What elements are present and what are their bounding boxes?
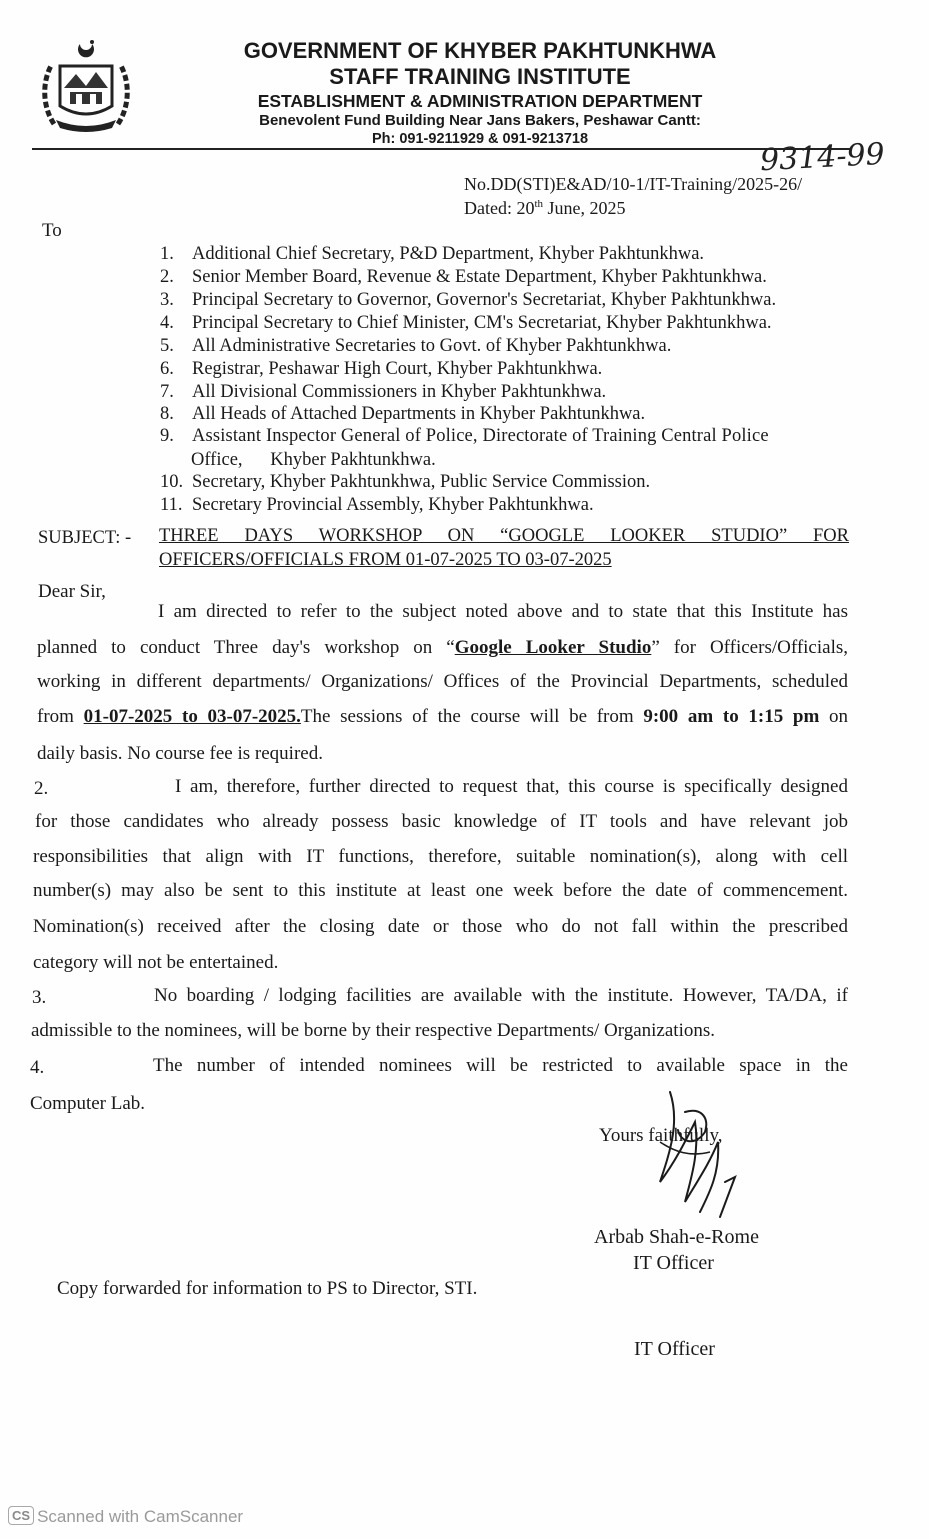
paragraph-1-line (37, 637, 848, 659)
subject-line-2: OFFICERS/OFFICIALS FROM 01-07-2025 TO 03-07-2025 (159, 550, 612, 570)
institute-heading: STAFF TRAINING INSTITUTE (329, 64, 631, 89)
department-heading: ESTABLISHMENT & ADMINISTRATION DEPARTMENT (257, 91, 703, 111)
subject-label: SUBJECT: - (38, 528, 132, 548)
recipient-number: 3. (160, 290, 174, 310)
paragraph-1-line: daily basis. No course fee is required. (37, 743, 323, 764)
signature (640, 1082, 750, 1232)
session-timing: 9:00 am to 1:15 pm (643, 706, 820, 727)
paragraph-4-line: The number of intended nominees will be restricted to available space in the (153, 1055, 848, 1076)
paragraph-1-line: working in different departments/ Organizations/ Offices of the Provincial Departments, scheduled (37, 671, 848, 692)
kp-emblem-logo (40, 36, 132, 134)
paragraph-2-line: responsibilities that align with IT functions, therefore, suitable nomination(s), along with cell (33, 846, 848, 867)
paragraph-2-number: 2. (34, 778, 49, 799)
recipient-number: 8. (160, 404, 174, 424)
recipient-item-continuation (191, 450, 436, 471)
handwritten-dispatch-number: 9314-99 (759, 136, 886, 179)
recipient-item (160, 359, 602, 380)
text-span: on (819, 706, 849, 727)
paragraph-3-line: No boarding / lodging facilities are available with the institute. However, TA/DA, if (154, 985, 848, 1006)
recipient-text: Registrar, Peshawar High Court, Khyber Pakhtunkhwa. (192, 359, 603, 379)
dated-prefix: Dated: 20 (464, 198, 535, 218)
recipient-item (160, 382, 606, 403)
recipient-number: 4. (160, 313, 174, 333)
recipient-item (160, 404, 645, 425)
recipient-item (160, 495, 594, 516)
recipient-text: All Administrative Secretaries to Govt. of Khyber Pakhtunkhwa. (192, 336, 672, 356)
recipient-item (160, 290, 776, 311)
recipient-text: Principal Secretary to Chief Minister, CM's Secretariat, Khyber Pakhtunkhwa. (192, 313, 772, 333)
recipient-text: Assistant Inspector General of Police, Directorate of Training Central Police (192, 426, 769, 446)
recipient-text: Additional Chief Secretary, P&D Department, Khyber Pakhtunkhwa. (192, 244, 705, 264)
recipient-text: Senior Member Board, Revenue & Estate Department, Khyber Pakhtunkhwa. (192, 267, 767, 287)
paragraph-4-number: 4. (30, 1057, 45, 1078)
recipient-number: 1. (160, 244, 174, 264)
header-divider (32, 148, 850, 150)
camscanner-watermark (8, 1506, 243, 1527)
recipient-number: 11. (160, 495, 183, 515)
recipient-item (160, 472, 650, 493)
recipient-item (160, 267, 767, 288)
recipient-item (160, 426, 850, 447)
address-line: Benevolent Fund Building Near Jans Bakers, Peshawar Cantt: (259, 112, 701, 129)
recipient-number: 9. (160, 426, 174, 446)
recipient-number: 10. (160, 472, 184, 492)
paragraph-1-line: I am directed to refer to the subject noted above and to state that this Institute has (158, 601, 848, 622)
subject-line-1: THREE DAYS WORKSHOP ON “GOOGLE LOOKER STUDIO” FOR (159, 526, 849, 546)
paragraph-3-line: admissible to the nominees, will be borne by their respective Departments/ Organizations. (31, 1020, 715, 1041)
paragraph-2-line: number(s) may also be sent to this institute at least one week before the date of commencement. (33, 880, 848, 901)
text-span: ” for Officers/Officials, (651, 637, 848, 658)
reference-number (464, 174, 802, 195)
reference-number-text: No.DD(STI)E&AD/10-1/IT-Training/2025-26/ (464, 174, 803, 194)
signatory-title: IT Officer (633, 1252, 714, 1274)
phone-line: Ph: 091-9211929 & 091-9213718 (371, 131, 589, 147)
recipient-number: 2. (160, 267, 174, 287)
recipient-text: Secretary, Khyber Pakhtunkhwa, Public Service Commission. (192, 472, 651, 492)
paragraph-4-line: Computer Lab. (30, 1093, 146, 1114)
dated-line (464, 198, 626, 219)
text-span: from (37, 706, 84, 727)
workshop-dates: 01-07-2025 to 03-07-2025. (83, 706, 301, 727)
recipient-text: Principal Secretary to Governor, Governor's Secretariat, Khyber Pakhtunkhwa. (192, 290, 777, 310)
recipient-number: 6. (160, 359, 174, 379)
copy-forwarded: Copy forwarded for information to PS to Director, STI. (57, 1278, 478, 1299)
workshop-name: Google Looker Studio (454, 637, 652, 658)
salutation: Dear Sir, (38, 581, 106, 602)
recipient-item (160, 244, 704, 265)
paragraph-1-line (37, 706, 848, 728)
paragraph-2-line: Nomination(s) received after the closing date or those who do not fall within the prescribed (33, 916, 848, 937)
copy-signatory-title: IT Officer (634, 1338, 715, 1360)
recipient-text: Office, Khyber Pakhtunkhwa. (191, 450, 436, 470)
recipient-number: 5. (160, 336, 174, 356)
paragraph-2-line: I am, therefore, further directed to request that, this course is specifically designed (175, 776, 848, 797)
dated-suffix: th (534, 198, 544, 210)
text-span: The sessions of the course will be from (300, 706, 644, 727)
camscanner-text: Scanned with CamScanner (37, 1507, 244, 1526)
recipient-item (160, 313, 772, 334)
recipient-text: All Divisional Commissioners in Khyber Pakhtunkhwa. (192, 382, 607, 402)
text-span: planned to conduct Three day's workshop on “ (37, 637, 455, 658)
to-label: To (42, 220, 62, 241)
government-heading: GOVERNMENT OF KHYBER PAKHTUNKHWA (243, 38, 717, 63)
signatory-name: Arbab Shah-e-Rome (594, 1226, 759, 1248)
dated-rest: June, 2025 (543, 198, 626, 218)
recipient-text: All Heads of Attached Departments in Khyber Pakhtunkhwa. (192, 404, 646, 424)
paragraph-3-number: 3. (32, 987, 47, 1008)
paragraph-2-line: for those candidates who already possess basic knowledge of IT tools and have relevant job (35, 811, 848, 832)
camscanner-badge: CS (8, 1506, 34, 1525)
recipient-item (160, 336, 671, 357)
paragraph-2-line: category will not be entertained. (33, 952, 279, 973)
recipient-number: 7. (160, 382, 174, 402)
closing-text: Yours faithfully, (599, 1125, 723, 1146)
recipient-text: Secretary Provincial Assembly, Khyber Pakhtunkhwa. (192, 495, 594, 515)
